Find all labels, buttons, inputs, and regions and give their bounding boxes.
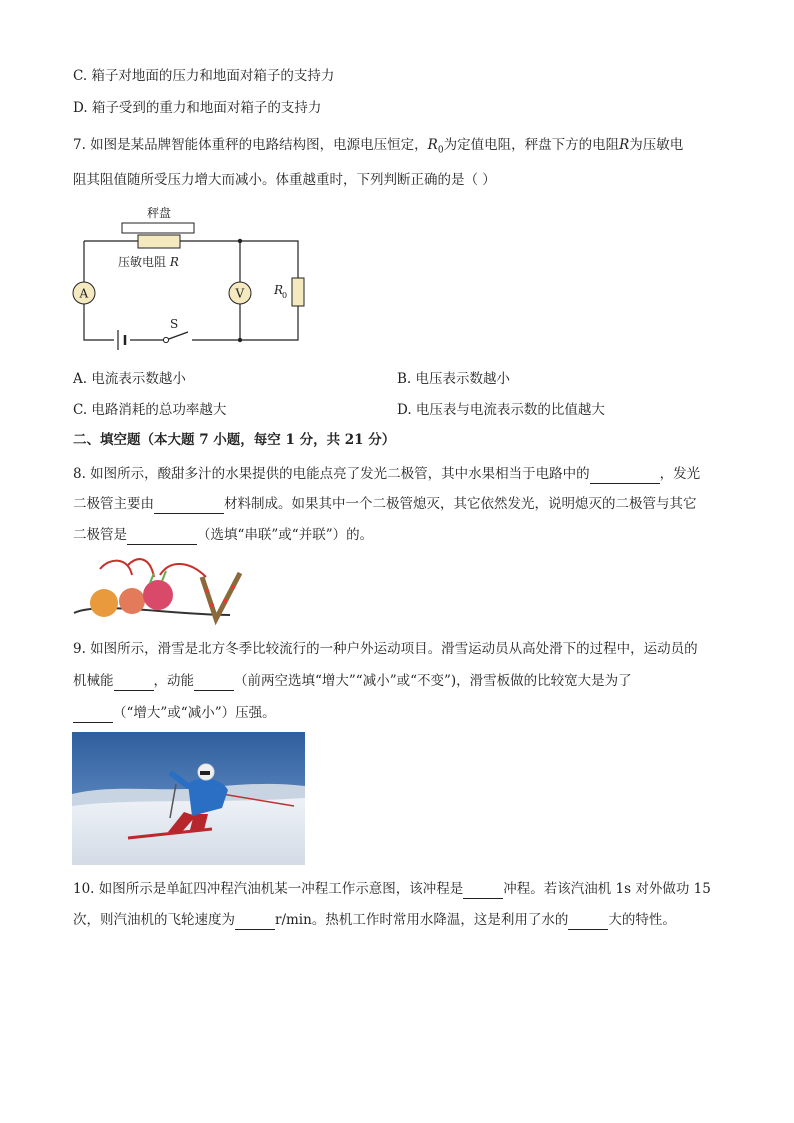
fixed-resistor-r0: [292, 278, 304, 306]
q7-option-a: A. 电流表示数越小: [73, 371, 186, 387]
q10-blank-3[interactable]: [568, 913, 608, 930]
q6-option-c: C. 箱子对地面的压力和地面对箱子的支持力: [73, 68, 335, 84]
q7-text-a: 7. 如图是某品牌智能体重秤的电路结构图，电源电压恒定，: [73, 137, 428, 153]
r0-label: R: [274, 283, 284, 297]
q7-r-symbol: R: [619, 137, 630, 153]
q7-option-c: C. 电路消耗的总功率越大: [73, 402, 227, 418]
q10-text-1a: 10. 如图所示是单缸四冲程汽油机某一冲程工作示意图，该冲程是: [73, 881, 464, 897]
q10-line2: [73, 910, 676, 930]
q8-text-3b: （选填“串联”或“并联”）的。: [197, 527, 374, 543]
wire-red-1: [100, 561, 132, 575]
q7-stem-line1: [73, 135, 683, 161]
q8-blank-1[interactable]: [590, 467, 660, 484]
q9-text-2c: （前两空选填“增大”“减小”或“不变”)，滑雪板做的比较宽大是为了: [234, 673, 632, 689]
q8-blank-2[interactable]: [154, 497, 224, 514]
q7-stem-line2: 阻其阻值随所受压力增大而减小。体重越重时，下列判断正确的是（ ）: [73, 172, 496, 188]
q10-blank-2[interactable]: [235, 913, 275, 930]
q10-blank-1[interactable]: [463, 882, 503, 899]
r0-sub: 0: [282, 291, 288, 300]
led-3: [223, 599, 227, 603]
q9-blank-2[interactable]: [194, 674, 234, 691]
q8-text-1a: 8. 如图所示，酸甜多汁的水果提供的电能点亮了发光二极管，其中水果相当于电路中的: [73, 466, 590, 482]
q10-line1: [73, 879, 711, 899]
led-2: [210, 603, 214, 607]
q8-text-2a: 二极管主要由: [73, 496, 154, 512]
q7-text-c: 为压敏电: [629, 137, 684, 153]
led-4: [231, 585, 235, 589]
section-heading: 二、填空题（本大题 7 小题，每空 1 分，共 21 分）: [73, 432, 396, 448]
battery-gap: [114, 328, 130, 352]
q10-text-1b: 冲程。若该汽油机 1s 对外做功 15: [503, 881, 711, 897]
q8-line1: [73, 464, 700, 484]
switch-label: S: [170, 317, 179, 331]
q10-text-2a: 次，则汽油机的飞轮速度为: [73, 912, 235, 928]
led-strip: [202, 573, 240, 619]
q9-line2: [73, 671, 632, 691]
dragon-fruit: [143, 580, 173, 610]
q7-r0-symbol: R: [427, 137, 438, 153]
q9-text-2b: ，动能: [153, 673, 194, 689]
q8-text-1b: ，发光: [659, 466, 701, 482]
q9-text-3: （“增大”或“减小”）压强。: [113, 705, 276, 721]
q9-text-2a: 机械能: [73, 673, 114, 689]
wire-red-3: [160, 564, 206, 577]
led-1: [205, 589, 209, 593]
q7-circuit-diagram: [70, 198, 310, 368]
skier-photo: [72, 732, 305, 865]
q9-line1: 9. 如图所示，滑雪是北方冬季比较流行的一种户外运动项目。滑雪运动员从高处滑下的过程中，运动员的: [73, 641, 698, 657]
voltmeter-label: V: [235, 286, 245, 301]
tray-label: 秤盘: [147, 206, 172, 220]
q9-line3: [73, 703, 276, 723]
scale-tray: [122, 223, 194, 233]
q7-option-b: B. 电压表示数越小: [397, 371, 511, 387]
fruit-battery-image: [70, 555, 250, 625]
resistor-label: 压敏电阻 R: [118, 255, 179, 269]
q7-option-d: D. 电压表与电流表示数的比值越大: [397, 402, 605, 418]
q8-line2: [73, 494, 697, 514]
switch-pivot: [163, 337, 168, 342]
circuit-wires: [84, 241, 298, 340]
grapefruit: [119, 588, 145, 614]
q7-text-b: 为定值电阻，秤盘下方的电阻: [443, 137, 620, 153]
skier-goggles: [200, 771, 210, 775]
junction-dot-top: [238, 239, 242, 243]
q8-text-2b: 材料制成。如果其中一个二极管熄灭，其它依然发光，说明熄灭的二极管与其它: [224, 496, 697, 512]
q9-blank-1[interactable]: [114, 674, 154, 691]
q8-line3: [73, 525, 373, 545]
q8-blank-3[interactable]: [127, 528, 197, 545]
orange-fruit: [90, 589, 118, 617]
q8-text-3a: 二极管是: [73, 527, 127, 543]
ammeter-label: A: [79, 286, 89, 301]
q10-text-2c: 大的特性。: [608, 912, 676, 928]
q9-blank-3[interactable]: [73, 706, 113, 723]
junction-dot-bottom: [238, 338, 242, 342]
q10-text-2b: r/min。热机工作时常用水降温，这是利用了水的: [275, 912, 569, 928]
q6-option-d: D. 箱子受到的重力和地面对箱子的支持力: [73, 100, 322, 116]
pressure-resistor: [138, 235, 180, 248]
q7-r0-sub: 0: [437, 145, 444, 156]
